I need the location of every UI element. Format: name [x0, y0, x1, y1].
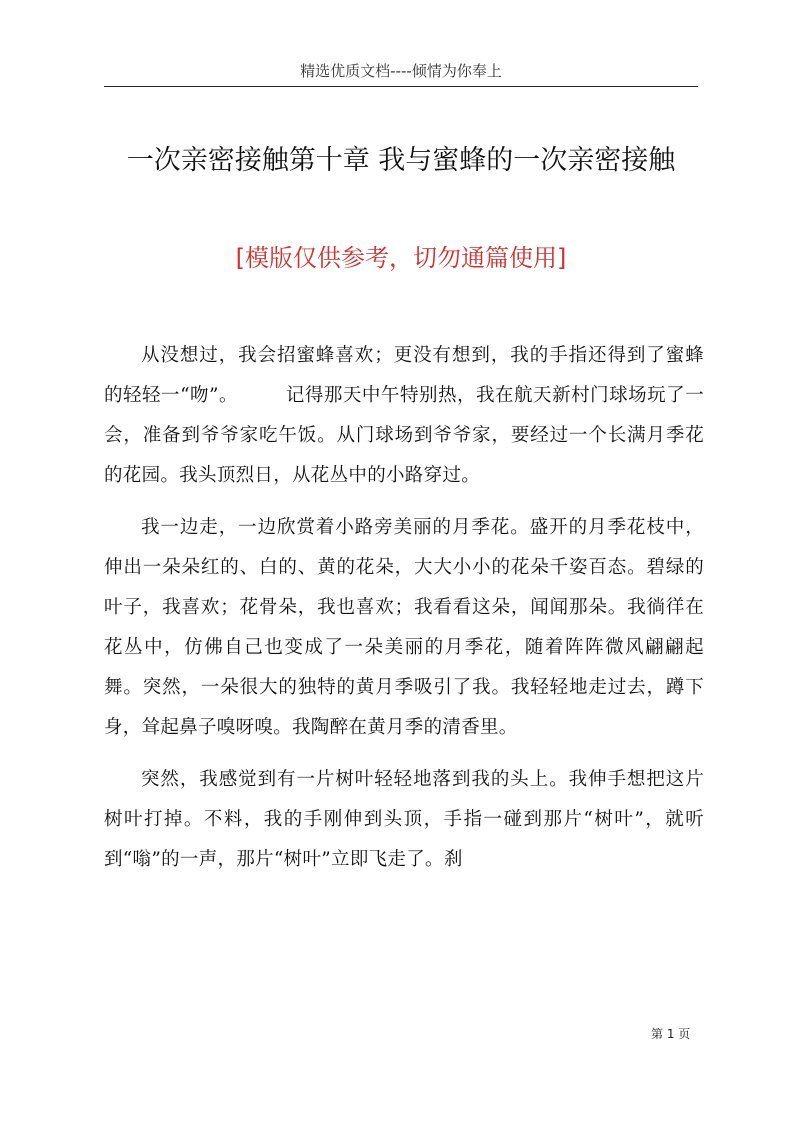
document-subtitle: [模版仅供参考，切勿通篇使用] — [235, 244, 567, 272]
body-paragraph: 从没想过，我会招蜜蜂喜欢；更没有想到，我的手指还得到了蜜蜂的轻轻一“吻”。 记得那天中午特别热，我在航天新村门球场玩了一会，准备到爷爷家吃午饭。从门球场到爷爷家，要经过一个长满月季花的花园。我头顶烈日，从花丛中的小路穿过。 — [104, 345, 704, 486]
body-paragraph: 我一边走，一边欣赏着小路旁美丽的月季花。盛开的月季花枝中，伸出一朵朵红的、白的、黄的花朵，大大小小的花朵千姿百态。碧绿的叶子，我喜欢；花骨朵，我也喜欢；我看看这朵，闻闻那朵。我徜徉在花丛中，仿佛自己也变成了一朵美丽的月季花，随着阵阵微风翩翩起舞。突然，一朵很大的独特的黄月季吸引了我。我轻轻地走过去，蹲下身，耸起鼻子嗅呀嗅。我陶醉在黄月季的清香里。 — [104, 517, 704, 738]
page-header: 精选优质文档----倾情为你奉上 — [104, 58, 698, 87]
body-paragraph: 突然，我感觉到有一片树叶轻轻地落到我的头上。我伸手想把这片树叶打掉。不料，我的手刚伸到头顶，手指一碰到那片“树叶”，就听到“嗡”的一声，那片“树叶”立即飞走了。刹 — [104, 769, 704, 870]
document-body — [104, 336, 704, 892]
page-number: 第 1 页 — [651, 1027, 691, 1041]
document-title: 一次亲密接触第十章 我与蜜蜂的一次亲密接触 — [126, 145, 676, 176]
